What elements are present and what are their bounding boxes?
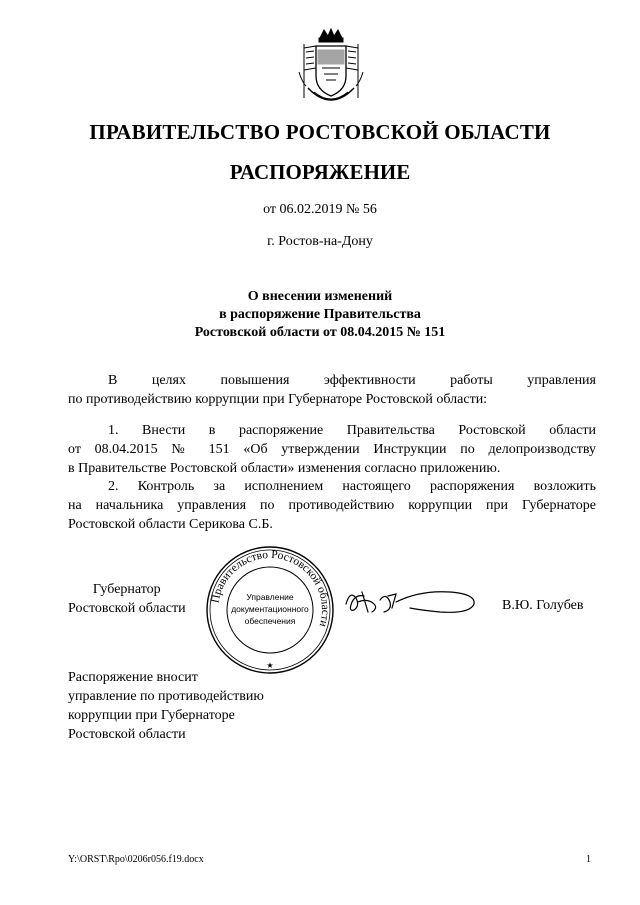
note-line: коррупции при Губернаторе <box>68 708 235 723</box>
paragraph-line: Ростовской области Серикова С.Б. <box>68 517 273 532</box>
signatory-role <box>68 580 186 618</box>
stamp-center-line: документационного <box>231 604 309 614</box>
paragraph-line: 1. Внести в распоряжение Правительства Ростовской области <box>108 423 596 438</box>
coat-of-arms-icon <box>296 28 366 112</box>
signatory-role-line: Ростовской области <box>68 601 186 616</box>
stamp-center-line: обеспечения <box>244 616 296 626</box>
paragraph-line: на начальника управления по противодействию коррупции при Губернаторе <box>68 498 596 513</box>
organization-title: ПРАВИТЕЛЬСТВО РОСТОВСКОЙ ОБЛАСТИ <box>89 120 551 144</box>
subject-line: Ростовской области от 08.04.2015 № 151 <box>194 325 446 340</box>
paragraph-line: 2. Контроль за исполнением настоящего распоряжения возложить <box>108 479 596 494</box>
handwritten-signature <box>340 582 480 622</box>
note-line: управление по противодействию <box>68 689 264 704</box>
note-line: Ростовской области <box>68 727 186 742</box>
stamp-center-line: Управление <box>246 592 294 602</box>
stamp-star-icon: ★ <box>266 661 274 670</box>
signatory-role-line: Губернатор <box>92 582 161 597</box>
footer-page-number: 1 <box>586 854 591 865</box>
item-1-paragraph <box>68 421 596 478</box>
paragraph-line: от 08.04.2015 № 151 «Об утверждении Инструкции по делопроизводству <box>68 442 596 457</box>
document-city: г. Ростов-на-Дону <box>267 234 373 249</box>
document-date-number: от 06.02.2019 № 56 <box>263 202 377 217</box>
submitter-note <box>68 668 264 744</box>
stamp-ring-text: Правительство Ростовской области <box>209 548 332 629</box>
preamble-paragraph <box>68 371 596 409</box>
document-subject <box>0 288 640 342</box>
official-stamp <box>204 544 336 676</box>
document-type: РАСПОРЯЖЕНИЕ <box>229 160 411 184</box>
subject-line: О внесении изменений <box>247 289 393 304</box>
footer-file-path: Y:\ORST\Rpo\0206r056.f19.docx <box>68 854 204 865</box>
signatory-name: В.Ю. Голубев <box>502 598 584 613</box>
note-line: Распоряжение вносит <box>68 670 198 685</box>
paragraph-line: в Правительстве Ростовской области» изменения согласно приложению. <box>68 461 501 476</box>
paragraph-line: В целях повышения эффективности работы управления <box>108 373 596 388</box>
subject-line: в распоряжение Правительства <box>219 307 421 322</box>
paragraph-line: по противодействию коррупции при Губернаторе Ростовской области: <box>68 392 488 407</box>
item-2-paragraph <box>68 477 596 534</box>
